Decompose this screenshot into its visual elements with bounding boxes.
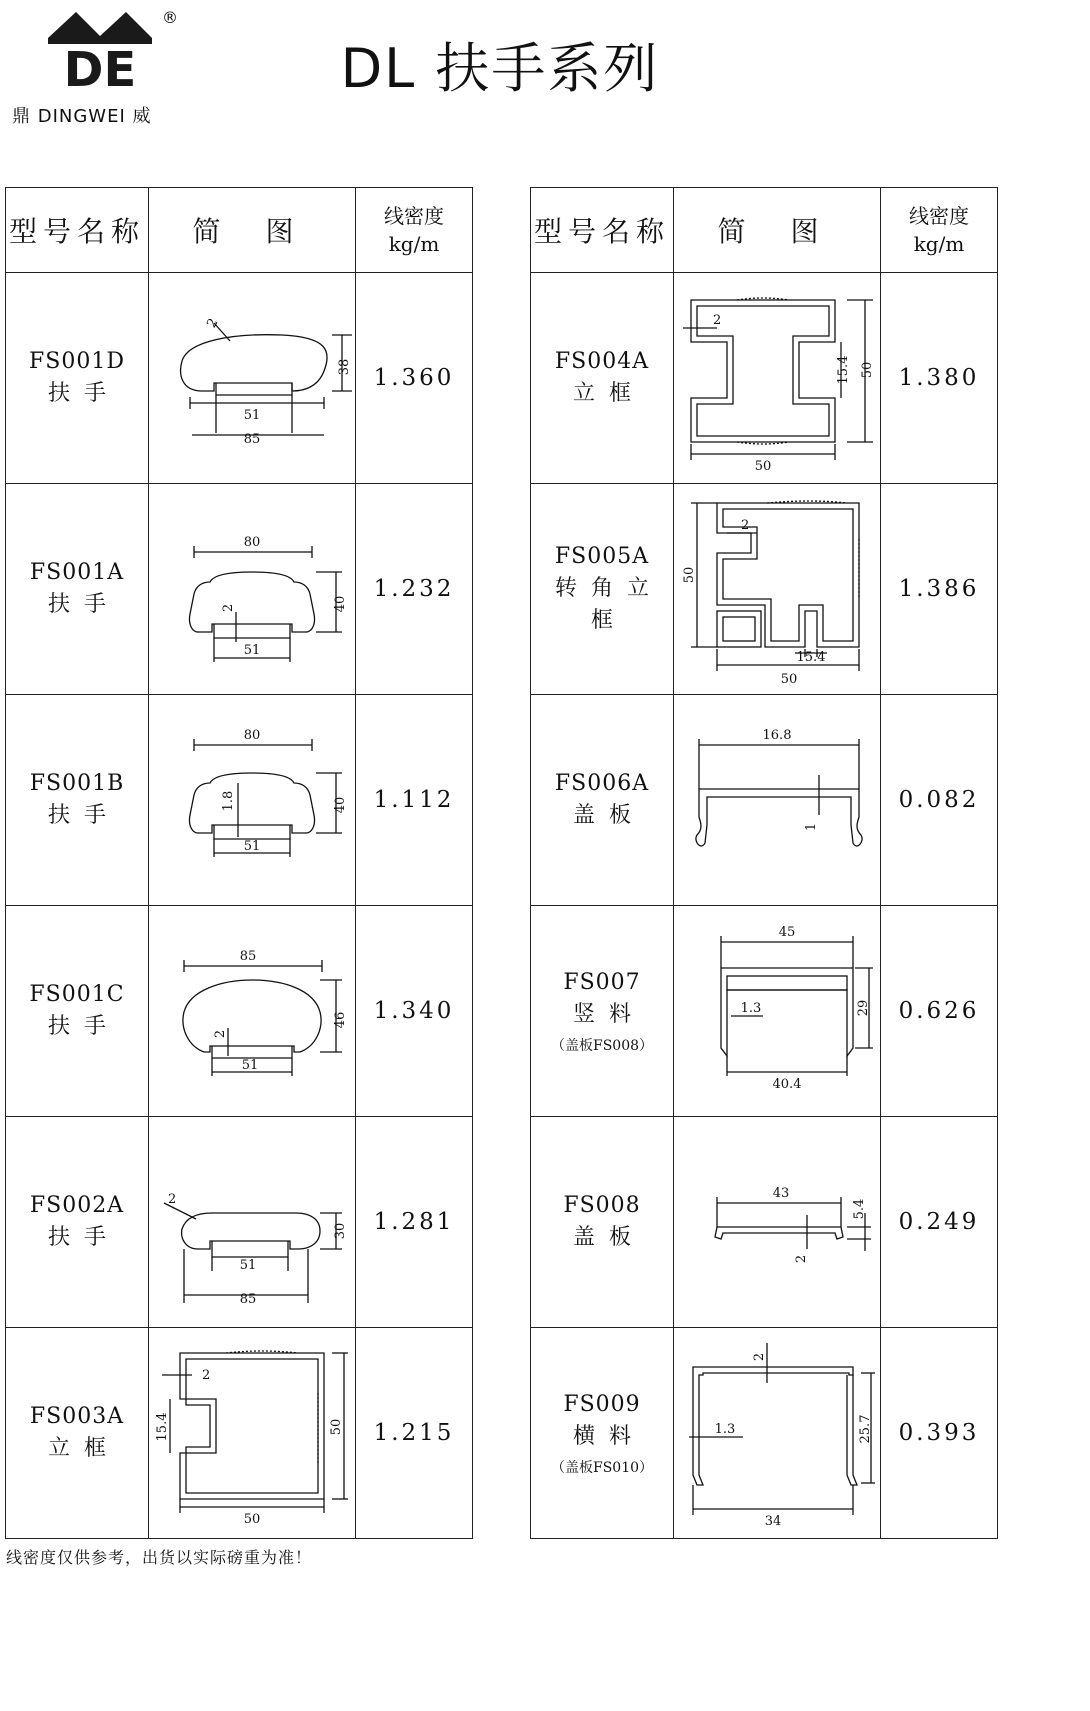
model-name: 盖板 [572, 1225, 645, 1250]
dim-label: 80 [243, 535, 261, 550]
density-cell [881, 273, 997, 483]
dim-label: 50 [243, 1512, 261, 1527]
table-row [531, 1117, 997, 1328]
model-cell [6, 695, 149, 905]
profile-drawing [674, 1117, 881, 1327]
dim-label: 1.3 [740, 1001, 762, 1016]
model-code: FS008 [563, 1193, 641, 1218]
dim-label: 51 [243, 839, 261, 854]
density-value: 1.232 [373, 576, 455, 602]
density-cell [881, 1117, 997, 1327]
dim-label: 2 [213, 1029, 228, 1039]
table-row [531, 1328, 997, 1538]
dim-label: 16.8 [762, 728, 792, 743]
dim-label: 2 [168, 1192, 177, 1207]
model-name: 扶手 [47, 381, 120, 406]
model-name: 扶手 [47, 1225, 120, 1250]
profile-drawing [149, 695, 356, 905]
dim-label: 1 [804, 822, 819, 832]
density-value: 0.393 [898, 1420, 980, 1446]
col-model: 型号名称 [6, 188, 149, 272]
model-cell [531, 1328, 674, 1538]
density-cell [881, 695, 997, 905]
profile-drawing [149, 906, 356, 1116]
dim-label: 25.7 [858, 1414, 873, 1444]
col-model: 型号名称 [531, 188, 674, 272]
profile-drawing [674, 906, 881, 1116]
dim-label: 15.4 [836, 355, 851, 385]
dim-label: 46 [333, 1011, 348, 1029]
model-code: FS002A [29, 1193, 125, 1218]
table-row [6, 273, 472, 484]
density-value: 1.360 [373, 365, 455, 391]
dim-label: 51 [243, 408, 261, 423]
density-cell [356, 1328, 472, 1538]
dim-label: 2 [713, 313, 722, 328]
col-density [881, 188, 997, 272]
spec-table-right [530, 187, 998, 1539]
density-label: 线密度 [384, 204, 444, 228]
dim-label: 5.4 [852, 1198, 867, 1220]
dim-label: 51 [243, 643, 261, 658]
profile-drawing [149, 273, 356, 483]
dim-label: 29 [856, 999, 871, 1017]
model-cell [6, 906, 149, 1116]
model-name: 竖料 [572, 1002, 645, 1027]
model-code: FS006A [554, 771, 650, 796]
page-title: DL 扶手系列 [340, 37, 660, 100]
table-row [531, 273, 997, 484]
profile-drawing [674, 273, 881, 483]
model-code: FS007 [563, 970, 641, 995]
table-row [6, 1117, 472, 1328]
model-cell [531, 695, 674, 905]
dim-label: 50 [754, 459, 772, 474]
model-note: （盖板FS010） [550, 1460, 654, 1476]
dim-label: 2 [794, 1254, 809, 1264]
footnote: 线密度仅供参考，出货以实际磅重为准！ [6, 1548, 313, 1567]
profile-drawing [149, 1328, 356, 1538]
table-header [531, 188, 997, 273]
dim-label: 80 [243, 728, 261, 743]
dim-label: 40 [333, 595, 348, 613]
table-row [531, 695, 997, 906]
model-name: 扶手 [47, 592, 120, 617]
model-note: （盖板FS008） [550, 1038, 654, 1054]
logo-letters: DE [63, 42, 137, 88]
dim-label: 40.4 [772, 1077, 802, 1092]
model-cell [531, 906, 674, 1116]
dim-label: 15.4 [796, 650, 826, 665]
profile-drawing [149, 1117, 356, 1327]
dim-label: 51 [241, 1058, 259, 1073]
model-name: 横料 [572, 1424, 645, 1449]
table-row [6, 695, 472, 906]
density-value: 0.626 [898, 998, 980, 1024]
profile-drawing [149, 484, 356, 694]
model-cell [531, 273, 674, 483]
density-value: 0.249 [898, 1209, 980, 1235]
profile-drawing [674, 484, 881, 694]
density-cell [356, 273, 472, 483]
density-cell [881, 906, 997, 1116]
table-row [531, 906, 997, 1117]
dim-label: 38 [337, 358, 352, 376]
density-label: 线密度 [909, 204, 969, 228]
model-name: 转角立框 [554, 576, 663, 633]
density-value: 1.215 [373, 1420, 455, 1446]
profile-drawing [674, 1328, 881, 1538]
dim-label: 2 [752, 1352, 767, 1362]
model-code: FS001D [29, 349, 125, 374]
col-drawing: 简 图 [674, 188, 881, 272]
density-unit: kg/m [388, 232, 440, 256]
density-value: 1.340 [373, 998, 455, 1024]
dim-label: 50 [682, 566, 697, 584]
model-code: FS009 [563, 1392, 641, 1417]
model-name: 扶手 [47, 1014, 120, 1039]
dim-label: 40 [333, 796, 348, 814]
registered-mark: ® [162, 8, 178, 27]
density-value: 1.386 [898, 576, 980, 602]
table-row [531, 484, 997, 695]
model-code: FS005A [554, 544, 650, 569]
model-code: FS001B [29, 771, 125, 796]
density-cell [356, 906, 472, 1116]
model-name: 扶手 [47, 803, 120, 828]
model-name: 立框 [47, 1436, 120, 1461]
dim-label: 50 [860, 361, 875, 379]
col-density [356, 188, 472, 272]
model-cell [6, 273, 149, 483]
table-row [6, 906, 472, 1117]
table-header [6, 188, 472, 273]
dim-label: 2 [202, 1368, 211, 1383]
dim-label: 2 [741, 518, 750, 533]
dim-label: 15.4 [155, 1412, 170, 1442]
brand-line: 鼎 DINGWEI 威 [12, 106, 152, 127]
model-code: FS001A [29, 560, 125, 585]
dim-label: 34 [764, 1514, 782, 1529]
dim-label: 85 [239, 949, 257, 964]
table-row [6, 1328, 472, 1538]
dim-label: 50 [780, 672, 798, 687]
col-drawing: 简 图 [149, 188, 356, 272]
dim-label: 30 [333, 1222, 348, 1240]
model-name: 立框 [572, 381, 645, 406]
model-code: FS003A [29, 1404, 125, 1429]
density-cell [356, 695, 472, 905]
profile-drawing [674, 695, 881, 905]
spec-table-left [5, 187, 473, 1539]
density-cell [356, 484, 472, 694]
dim-label: 1.8 [221, 790, 236, 812]
dim-label: 43 [772, 1186, 790, 1201]
model-name: 盖板 [572, 803, 645, 828]
model-cell [531, 1117, 674, 1327]
model-cell [6, 484, 149, 694]
model-cell [6, 1117, 149, 1327]
model-cell [531, 484, 674, 694]
density-cell [356, 1117, 472, 1327]
dim-label: 51 [239, 1258, 257, 1273]
density-unit: kg/m [913, 232, 965, 256]
dim-label: 2 [204, 315, 222, 331]
dim-label: 45 [778, 925, 796, 940]
density-value: 1.281 [373, 1209, 455, 1235]
density-cell [881, 484, 997, 694]
density-value: 1.380 [898, 365, 980, 391]
model-cell [6, 1328, 149, 1538]
density-cell [881, 1328, 997, 1538]
dim-label: 85 [243, 432, 261, 447]
dim-label: 1.3 [714, 1422, 736, 1437]
model-code: FS001C [29, 982, 125, 1007]
dim-label: 50 [329, 1418, 344, 1436]
table-row [6, 484, 472, 695]
dim-label: 2 [221, 603, 236, 613]
density-value: 1.112 [373, 787, 455, 813]
dim-label: 85 [239, 1292, 257, 1307]
model-code: FS004A [554, 349, 650, 374]
density-value: 0.082 [898, 787, 980, 813]
